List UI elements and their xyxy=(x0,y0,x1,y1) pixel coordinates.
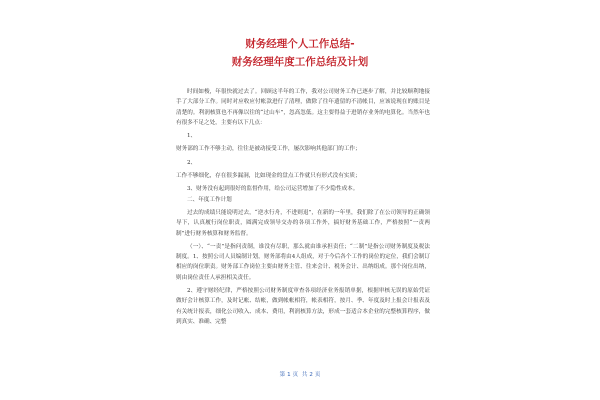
footer-page-number: 1 xyxy=(287,372,291,378)
section-heading-plan: 二、年度工作计划 xyxy=(187,196,232,203)
paragraph-point-1: 财务部的工作不够主动，往往是被动接受工作，屡次影响其他部门的工作； xyxy=(176,146,361,153)
document-body xyxy=(176,87,430,327)
footer-total-unit: 页 xyxy=(314,372,321,378)
list-number-1: 1、 xyxy=(187,133,197,140)
paragraph-point-2: 工作不够细化，存在很多漏洞，比如现金的盘点工作就只有形式没有实质； xyxy=(176,173,361,180)
paragraph-point-3: 3、财务没有起到很好的监督作用，给公司运营增加了不少隐性成本。 xyxy=(187,186,359,193)
paragraph-intro: 时间如梭，年很快就过去了。回顾这半年的工作，我对公司财务工作已逐步了解，并比较顺利地接手了大部分工作。同时对应收应付帐款进行了清理，做除了往年遗留的不清帐目，应该说现在的账目是清楚的。利润核算也不再像以往的“过山车”，忽高忽低。这主要得益于进销存业务的电算化。当然年也有很多不足之处，主要有以下几点： xyxy=(176,89,430,126)
paragraph-discipline: 2、遵守财经纪律，严格按照公司财务制度审查各项经济业务报销单据，根据审核无误的原始凭证做好会计核算工作，及时记帐、结帐，做到帐帐相符，帐表相符，按月、季、年度及时上报会计报表及有关统计报表，细化公司收入、成本、费用，利润核算方法，形成一套适合本企业的完整核算程序，做到真实、准确、完整 xyxy=(176,288,430,325)
document-title-line2: 财务经理年度工作总结及计划 xyxy=(231,56,369,68)
paragraph-responsibility: （一）、“一责”是指问责制，谁没有尽职，那么就由谁承担责任；“二制”是指公司财务制度及税法制度。1、按照公司人员编制计划，财务部将由4人组成，对于今后各个工作的岗位的定位，我们会制订相应的岗位职责。财务部工作岗位主要由财务主管、往来会计、税务会计、出纳组成。那个岗位出纳，则由岗位责任人承担相关责任。 xyxy=(176,243,430,281)
footer-page-label: 第 xyxy=(279,372,286,378)
list-number-2: 2、 xyxy=(187,159,197,166)
footer-total-pages: 2 xyxy=(309,372,313,378)
footer-page-unit: 页 xyxy=(292,372,299,378)
paragraph-plan-intro: 过去的成绩只能说明过去，“逆水行舟，不进则退”，在新的一年里，我们除了在公司领导的正确领导下，认真履行岗位职责，圆满完成领导交办的各项工作外，搞好财务基础工作，严格按照“一责两制”进行财务核算和财务监督。 xyxy=(176,209,430,237)
footer-total-label: 共 xyxy=(301,372,308,378)
page-footer xyxy=(0,370,600,378)
document-title-line1: 财务经理个人工作总结- xyxy=(245,38,355,50)
